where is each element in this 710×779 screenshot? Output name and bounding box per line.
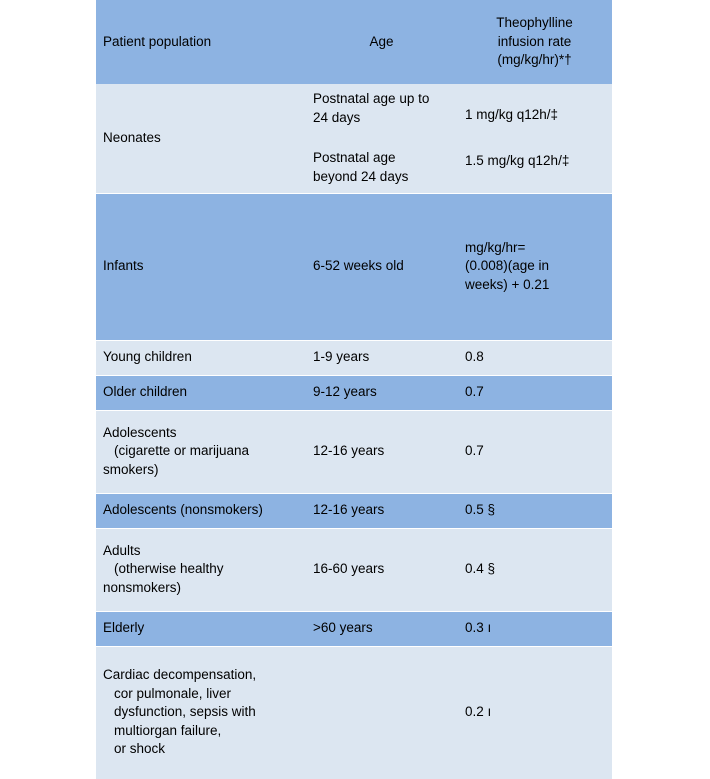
population-line4: multiorgan failure, xyxy=(114,722,222,738)
theophylline-dosing-table xyxy=(96,0,612,779)
cell-rate-neonates xyxy=(458,84,612,193)
population-label: Young children xyxy=(103,349,192,365)
rate-label: 0.7 xyxy=(465,443,484,459)
table-row-adolescents-nonsmokers xyxy=(96,493,612,528)
age-label: >60 years xyxy=(313,620,373,636)
header-population-label: Patient population xyxy=(103,33,212,49)
cell-rate-young-children xyxy=(458,340,612,375)
age-label: 12-16 years xyxy=(313,502,385,518)
cell-age-older-children xyxy=(306,375,458,410)
population-line3: dysfunction, sepsis with xyxy=(114,704,256,720)
cell-age-adolescents-smokers xyxy=(306,410,458,493)
population-line3: nonsmokers) xyxy=(103,579,182,595)
cell-rate-older-children xyxy=(458,375,612,410)
cell-age-adolescents-nonsmokers xyxy=(306,493,458,528)
population-line2: (otherwise healthy xyxy=(114,561,224,577)
population-line2: (cigarette or marijuana xyxy=(114,443,250,459)
cell-rate-adolescents-nonsmokers xyxy=(458,493,612,528)
rate-label: 0.7 xyxy=(465,384,484,400)
cell-age-cardiac xyxy=(306,646,458,779)
population-label: Elderly xyxy=(103,620,145,636)
age-label: 12-16 years xyxy=(313,443,385,459)
age-label: 6-52 weeks old xyxy=(313,258,404,274)
rate-line1: 1 mg/kg q12h/‡ xyxy=(465,106,559,122)
table-row-neonates xyxy=(96,84,612,193)
cell-rate-infants xyxy=(458,193,612,340)
age-label: 9-12 years xyxy=(313,384,377,400)
age-group-1 xyxy=(313,90,450,127)
rate-label: 0.4 § xyxy=(465,561,496,577)
cell-population-elderly xyxy=(96,611,306,646)
age-line4: beyond 24 days xyxy=(313,168,409,184)
cell-age-infants xyxy=(306,193,458,340)
cell-rate-adolescents-smokers xyxy=(458,410,612,493)
cell-population-adolescents-nonsmokers xyxy=(96,493,306,528)
cell-population-cardiac xyxy=(96,646,306,779)
rate-label: 0.5 § xyxy=(465,502,496,518)
header-rate-line1: Theophylline xyxy=(496,15,573,31)
header-cell-population xyxy=(96,0,306,84)
table-row-adults xyxy=(96,528,612,611)
cell-rate-cardiac xyxy=(458,646,612,779)
age-line2: 24 days xyxy=(313,109,361,125)
population-label: Adolescents (nonsmokers) xyxy=(103,502,263,518)
cell-rate-elderly xyxy=(458,611,612,646)
table-row-infants xyxy=(96,193,612,340)
cell-age-adults xyxy=(306,528,458,611)
cell-age-elderly xyxy=(306,611,458,646)
cell-age-young-children xyxy=(306,340,458,375)
header-rate-line3: (mg/kg/hr)*† xyxy=(497,52,572,68)
cell-population-infants xyxy=(96,193,306,340)
rate-label: 0.2 ı xyxy=(465,704,492,720)
cell-population-adults xyxy=(96,528,306,611)
header-age-label: Age xyxy=(369,33,394,49)
population-line1: Cardiac decompensation, xyxy=(103,666,257,682)
population-line3: smokers) xyxy=(103,461,159,477)
cell-population-young-children xyxy=(96,340,306,375)
cell-population-adolescents-smokers xyxy=(96,410,306,493)
age-group-2 xyxy=(313,149,450,186)
population-label: Older children xyxy=(103,384,188,400)
age-label: 16-60 years xyxy=(313,561,385,577)
rate-line1: mg/kg/hr= xyxy=(465,239,526,255)
rate-label: 0.3 ı xyxy=(465,620,492,636)
cell-population-neonates xyxy=(96,84,306,193)
table-row-cardiac-decompensation xyxy=(96,646,612,779)
population-line1: Adolescents xyxy=(103,424,177,440)
population-line1: Adults xyxy=(103,542,141,558)
population-label: Neonates xyxy=(103,129,161,145)
table-row-adolescents-smokers xyxy=(96,410,612,493)
age-line3: Postnatal age xyxy=(313,150,396,166)
rate-line2: 1.5 mg/kg q12h/‡ xyxy=(465,153,570,169)
rate-line3: weeks) + 0.21 xyxy=(465,276,550,292)
rate-label: 0.8 xyxy=(465,349,484,365)
rate-line2: (0.008)(age in xyxy=(465,258,550,274)
population-label: Infants xyxy=(103,258,144,274)
cell-age-neonates xyxy=(306,84,458,193)
cell-population-older-children xyxy=(96,375,306,410)
population-line2: cor pulmonale, liver xyxy=(114,685,232,701)
table-row-young-children xyxy=(96,340,612,375)
header-cell-age xyxy=(306,0,458,84)
header-rate-line2: infusion rate xyxy=(497,33,572,49)
population-line5: or shock xyxy=(114,741,166,757)
header-cell-rate xyxy=(458,0,612,84)
table-header-row xyxy=(96,0,612,84)
age-label: 1-9 years xyxy=(313,349,370,365)
age-line1: Postnatal age up to xyxy=(313,91,430,106)
table-row-older-children xyxy=(96,375,612,410)
cell-rate-adults xyxy=(458,528,612,611)
table-row-elderly xyxy=(96,611,612,646)
